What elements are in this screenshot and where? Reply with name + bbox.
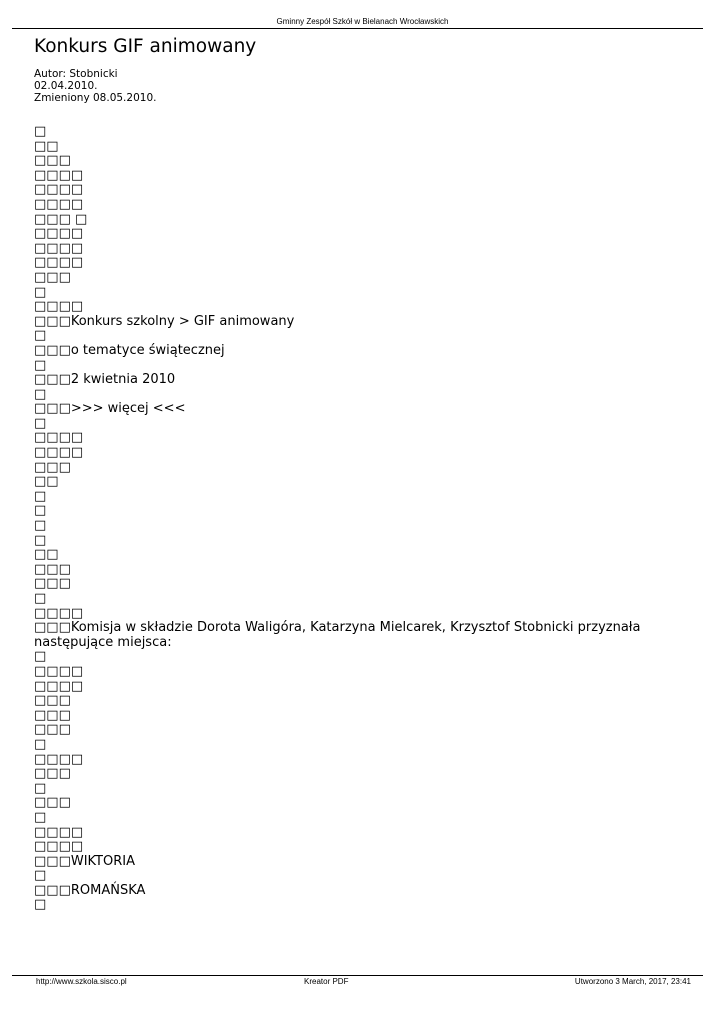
body-line: □□□□ [34, 240, 84, 256]
footer-created-date: Utworzono 3 March, 2017, 23:41 [574, 977, 691, 986]
body-line: □□□□ [34, 167, 84, 183]
article-title: Konkurs GIF animowany [34, 36, 257, 57]
body-line: □□□□ [34, 226, 84, 242]
body-line: □□□WIKTORIA [34, 853, 135, 869]
body-line: □ [34, 284, 47, 300]
body-line: □□□□ [34, 751, 84, 767]
body-line: □ [34, 591, 47, 606]
body-line: □□□□ [34, 839, 84, 855]
body-line: □□□Konkurs szkolny > GIF animowany [34, 313, 295, 329]
body-line: □ [34, 780, 47, 796]
body-line: □ [34, 503, 47, 519]
site-header-title: Gminny Zespół Szkół w Bielanach Wrocławskich [276, 17, 449, 26]
body-line: □□□ [34, 153, 71, 169]
footer-url: http://www.szkola.sisco.pl [36, 977, 127, 986]
body-line: □□□□ [34, 299, 84, 315]
body-line: □ [34, 518, 47, 534]
body-line: □□□□ [34, 445, 84, 461]
body-line: □□□□ [34, 430, 84, 446]
body-line: □ [34, 809, 47, 825]
body-line: □□□ [34, 707, 71, 723]
article-date: 02.04.2010. [34, 80, 98, 92]
body-line: □□□ [34, 722, 71, 738]
body-line: □□□2 kwietnia 2010 [34, 372, 176, 388]
article-author: Autor: Stobnicki [34, 68, 118, 80]
body-line: □□□Komisja w składzie Dorota Waligóra, Katarzyna Mielcarek, Krzysztof Stobnicki przyznała następujące miejsca: [34, 620, 645, 650]
body-line: □ [34, 328, 47, 344]
body-line: □ [34, 897, 47, 913]
article-body [34, 125, 654, 913]
body-line: □□□o tematyce świątecznej [34, 342, 225, 358]
article-modified-date: Zmieniony 08.05.2010. [34, 92, 157, 104]
body-line: □□□ROMAŃSKA [34, 882, 146, 898]
body-line: □□□ [34, 766, 71, 782]
body-line: □ [34, 357, 47, 373]
body-line: □□ [34, 138, 59, 154]
body-line: □ [34, 386, 47, 402]
body-line: □□□ □ [34, 211, 88, 227]
footer-creator: Kreator PDF [304, 977, 349, 986]
footer-divider [12, 975, 703, 976]
body-line: □□ [34, 474, 59, 490]
body-line: □□□>>> więcej <<< [34, 401, 186, 417]
body-line: □□□□ [34, 255, 84, 271]
body-line: □□□□ [34, 196, 84, 212]
body-line: □ [34, 649, 47, 665]
body-line: □□□ [34, 795, 71, 811]
body-line: □□□ [34, 459, 71, 475]
body-line: □□□□ [34, 182, 84, 198]
body-line: □ [34, 868, 47, 884]
body-line: □□□ [34, 576, 71, 592]
body-line: □ [34, 124, 47, 139]
body-line: □ [34, 736, 47, 752]
body-line: □□□□ [34, 605, 84, 621]
body-line: □□□□ [34, 678, 84, 694]
body-line: □ [34, 532, 47, 548]
body-line: □□□□ [34, 663, 84, 679]
body-line: □□□ [34, 693, 71, 709]
body-line: □□ [34, 547, 59, 563]
body-line: □□□□ [34, 824, 84, 840]
body-line: □□□ [34, 561, 71, 577]
body-line: □ [34, 415, 47, 431]
header-divider [12, 28, 703, 29]
body-line: □ [34, 488, 47, 504]
body-line: □□□ [34, 269, 71, 285]
